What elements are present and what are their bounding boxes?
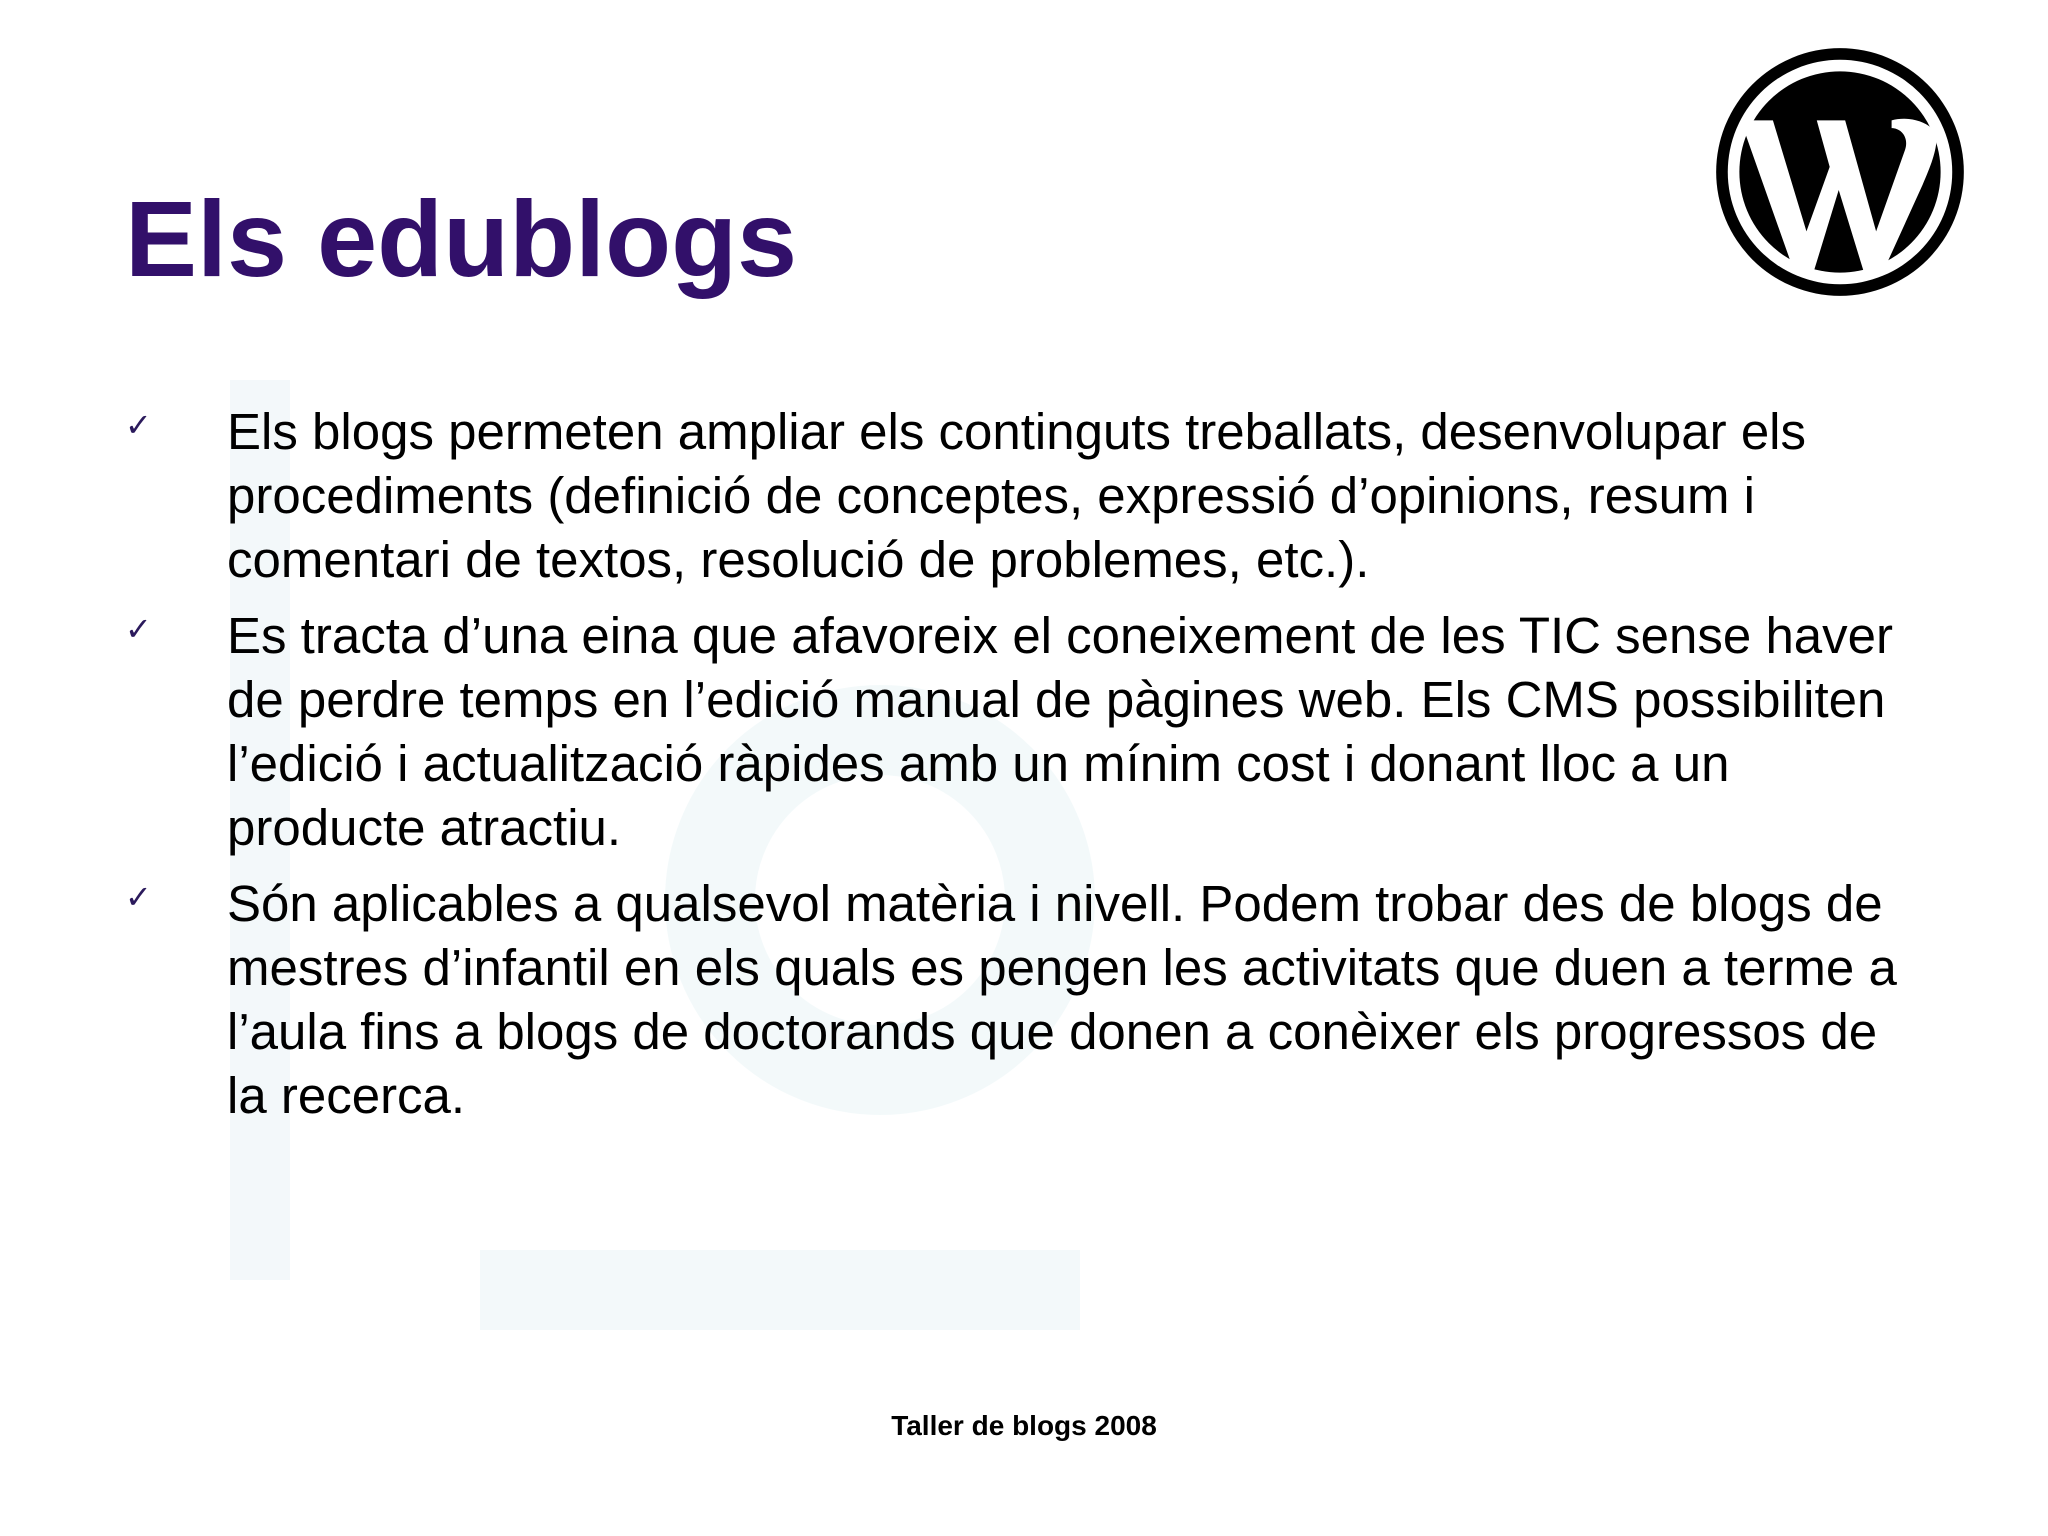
bullet-text: Són aplicables a qualsevol matèria i nivell. Podem trobar des de blogs de mestres d’infantil en els quals es pengen les activitats que duen a terme a l’aula fins a blogs de doctorands que donen a conèixer els progressos de la recerca. (227, 875, 1897, 1124)
wordpress-logo-icon (1711, 43, 1969, 301)
bullet-item (125, 872, 1925, 1128)
checkmark-icon: ✓ (125, 878, 152, 916)
slide-title: Els edublogs (125, 178, 798, 299)
slide-footer: Taller de blogs 2008 (891, 1410, 1157, 1441)
bullet-text: Es tracta d’una eina que afavoreix el coneixement de les TIC sense haver de perdre temps en l’edició manual de pàgines web. Els CMS possibiliten l’edició i actualització ràpides amb un mínim cost i donant lloc a un producte atractiu. (227, 607, 1894, 856)
bullet-text: Els blogs permeten ampliar els continguts treballats, desenvolupar els procediments (definició de conceptes, expressió d’opinions, resum i comentari de textos, resolució de problemes, etc.). (227, 403, 1807, 588)
checkmark-icon: ✓ (125, 406, 152, 444)
bullet-list (125, 400, 1925, 1140)
bullet-item (125, 604, 1925, 860)
checkmark-icon: ✓ (125, 610, 152, 648)
bullet-item (125, 400, 1925, 592)
